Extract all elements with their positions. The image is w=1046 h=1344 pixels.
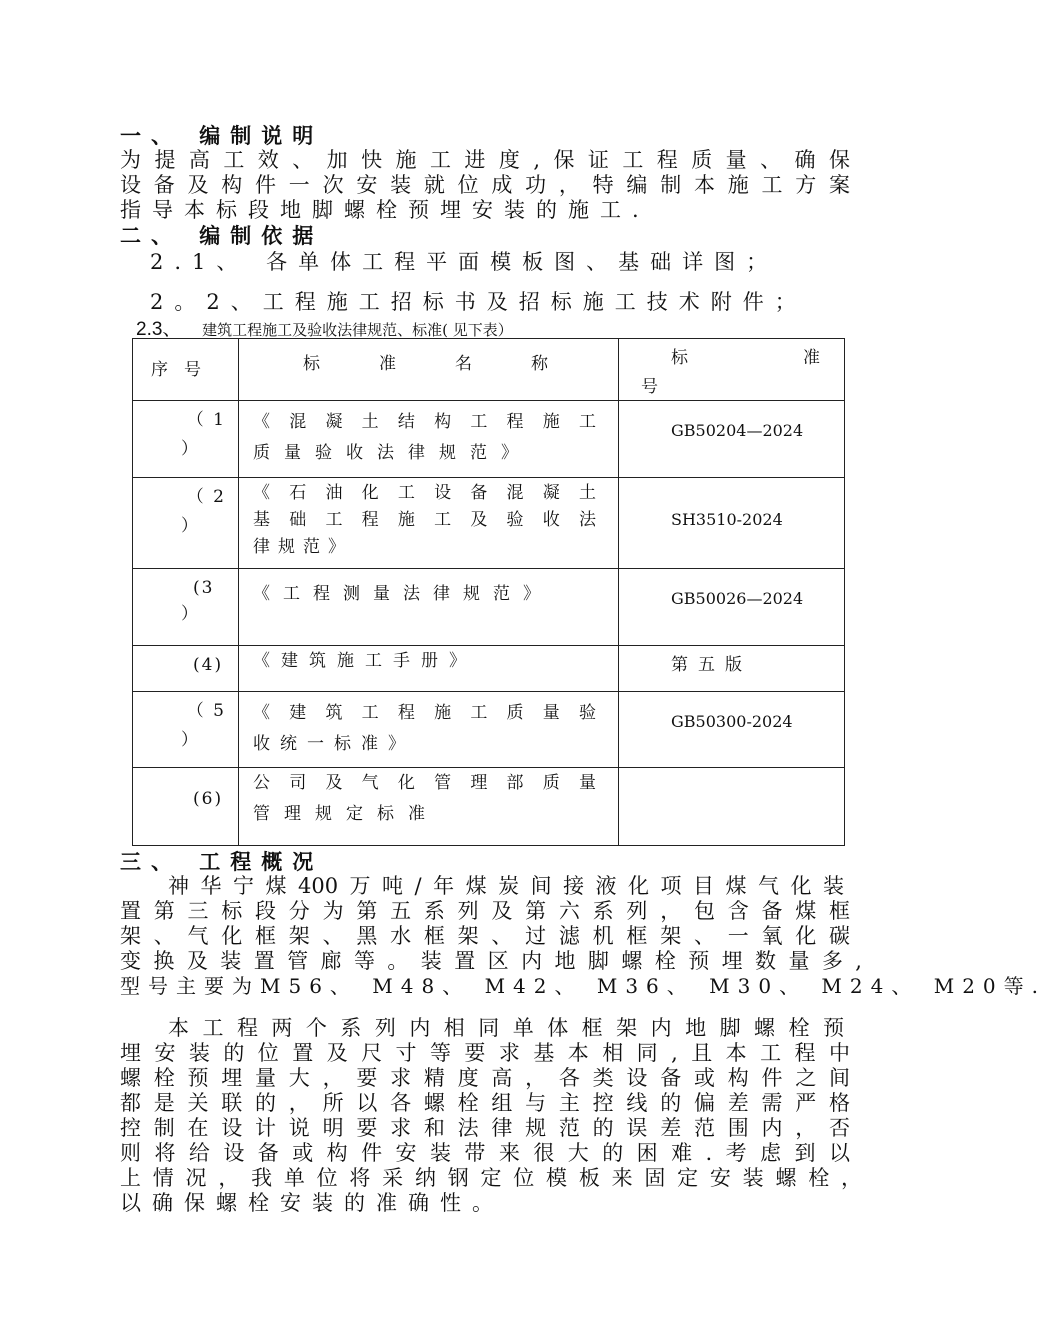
- row-name-line: 基础工程施工及验收法: [253, 510, 596, 530]
- paragraph-line: 指导本标段地脚螺栓预埋安装的施工.: [120, 198, 650, 222]
- row-code: [619, 768, 844, 782]
- row-number-close: ）: [181, 516, 198, 536]
- row-code: GB50204—2024: [671, 421, 804, 440]
- paragraph-line: 为提高工效、加快施工进度,保证工程质量、确保: [120, 148, 850, 172]
- header-code-b: 准: [803, 348, 820, 368]
- row-name-line: 收统一标准》: [253, 734, 415, 754]
- table-row: [133, 478, 845, 569]
- table-header-row: [133, 339, 845, 401]
- paragraph-line: 变换及装置管廊等。装置区内地脚螺栓预埋数量多,: [120, 949, 862, 973]
- paragraph-line: 则将给设备或构件安装带来很大的困难.考虑到以: [120, 1141, 850, 1165]
- row-name-line: 《混凝土结构工程施工: [253, 412, 596, 432]
- basis-item-2-1: 2.1、 各单体工程平面模板图、基础详图；: [150, 250, 779, 274]
- section-heading-3: 三、 工程概况: [120, 849, 324, 874]
- paragraph-line: 型号主要为M56、 M48、 M42、 M36、 M30、 M24、 M20等.: [120, 974, 1046, 998]
- paragraph-line: 埋安装的位置及尺寸等要求基本相同,且本工程中: [120, 1041, 850, 1065]
- table-row: [133, 646, 845, 692]
- row-number-close: ）: [181, 604, 198, 624]
- row-number-close: ）: [181, 439, 198, 459]
- table-row: [133, 569, 845, 646]
- header-no: [133, 339, 239, 401]
- paragraph-line: 螺栓预埋量大，要求精度高，各类设备或构件之间: [120, 1066, 850, 1090]
- paragraph-line: 上情况，我单位将采纳钢定位模板来固定安装螺栓，: [120, 1166, 862, 1190]
- standards-table: [132, 338, 845, 846]
- header-name: 标 准 名 称: [239, 339, 619, 401]
- row-code: GB50026—2024: [671, 589, 804, 608]
- table-row: [133, 692, 845, 768]
- row-number: (6): [193, 789, 224, 809]
- paragraph-line: 控制在设计说明要求和法律规范的误差范围内，否: [120, 1116, 850, 1140]
- table-row: [133, 401, 845, 478]
- row-name-line: 律规范》: [253, 537, 353, 557]
- row-name-line: 《工程测量法律规范》: [253, 584, 553, 604]
- row-name-line: 质量验收法律规范》: [253, 443, 532, 463]
- header-no-a: 序: [151, 360, 168, 380]
- section-heading-2: 二、 编制依据: [120, 223, 324, 248]
- paragraph-line: 神华宁煤400万吨/年煤炭间接液化项目煤气化装: [168, 874, 844, 898]
- row-name-line: 《石油化工设备混凝土: [253, 483, 596, 503]
- basis-item-text: 建筑工程施工及验收法律规范、标准( 见下表）: [202, 321, 513, 339]
- paragraph-line: 置第三标段分为第五系列及第六系列，包含备煤框: [120, 899, 850, 923]
- row-name-line: 管理规定标准: [253, 804, 439, 824]
- row-number: （ 2: [186, 487, 226, 507]
- row-number: （ 5: [186, 701, 226, 721]
- row-number: （ 1: [186, 410, 226, 430]
- table-row: [133, 768, 845, 846]
- paragraph-line: 本工程两个系列内相同单体框架内地脚螺栓预: [168, 1016, 844, 1040]
- row-code: GB50300-2024: [671, 712, 793, 731]
- paragraph-line: 都是关联的，所以各螺栓组与主控线的偏差需严格: [120, 1091, 850, 1115]
- row-number: (3: [193, 578, 215, 598]
- section-heading-1: 一、 编制说明: [120, 123, 324, 148]
- row-code: 第五版: [671, 655, 752, 675]
- paragraph-line: 以确保螺栓安装的准确性。: [120, 1191, 504, 1215]
- header-no-b: 号: [184, 360, 201, 380]
- basis-item-2-2: 2。2、工程施工招标书及招标施工技术附件；: [150, 290, 807, 314]
- row-number: (4): [193, 655, 224, 675]
- basis-item-number: 2.3、: [136, 319, 182, 340]
- row-name-line: 《建筑施工手册》: [253, 651, 477, 671]
- header-code-a: 标: [671, 348, 688, 368]
- header-code: [619, 339, 845, 401]
- row-code: SH3510-2024: [671, 510, 783, 529]
- row-name-line: 《建筑工程施工质量验: [253, 703, 596, 723]
- row-name-line: 公司及气化管理部质量: [253, 773, 596, 793]
- paragraph-line: 架、气化框架、黑水框架、过滤机框架、一氧化碳: [120, 924, 850, 948]
- header-code-c: 号: [641, 377, 658, 397]
- paragraph-line: 设备及构件一次安装就位成功，特编制本施工方案: [120, 173, 850, 197]
- row-number-close: ）: [181, 730, 198, 750]
